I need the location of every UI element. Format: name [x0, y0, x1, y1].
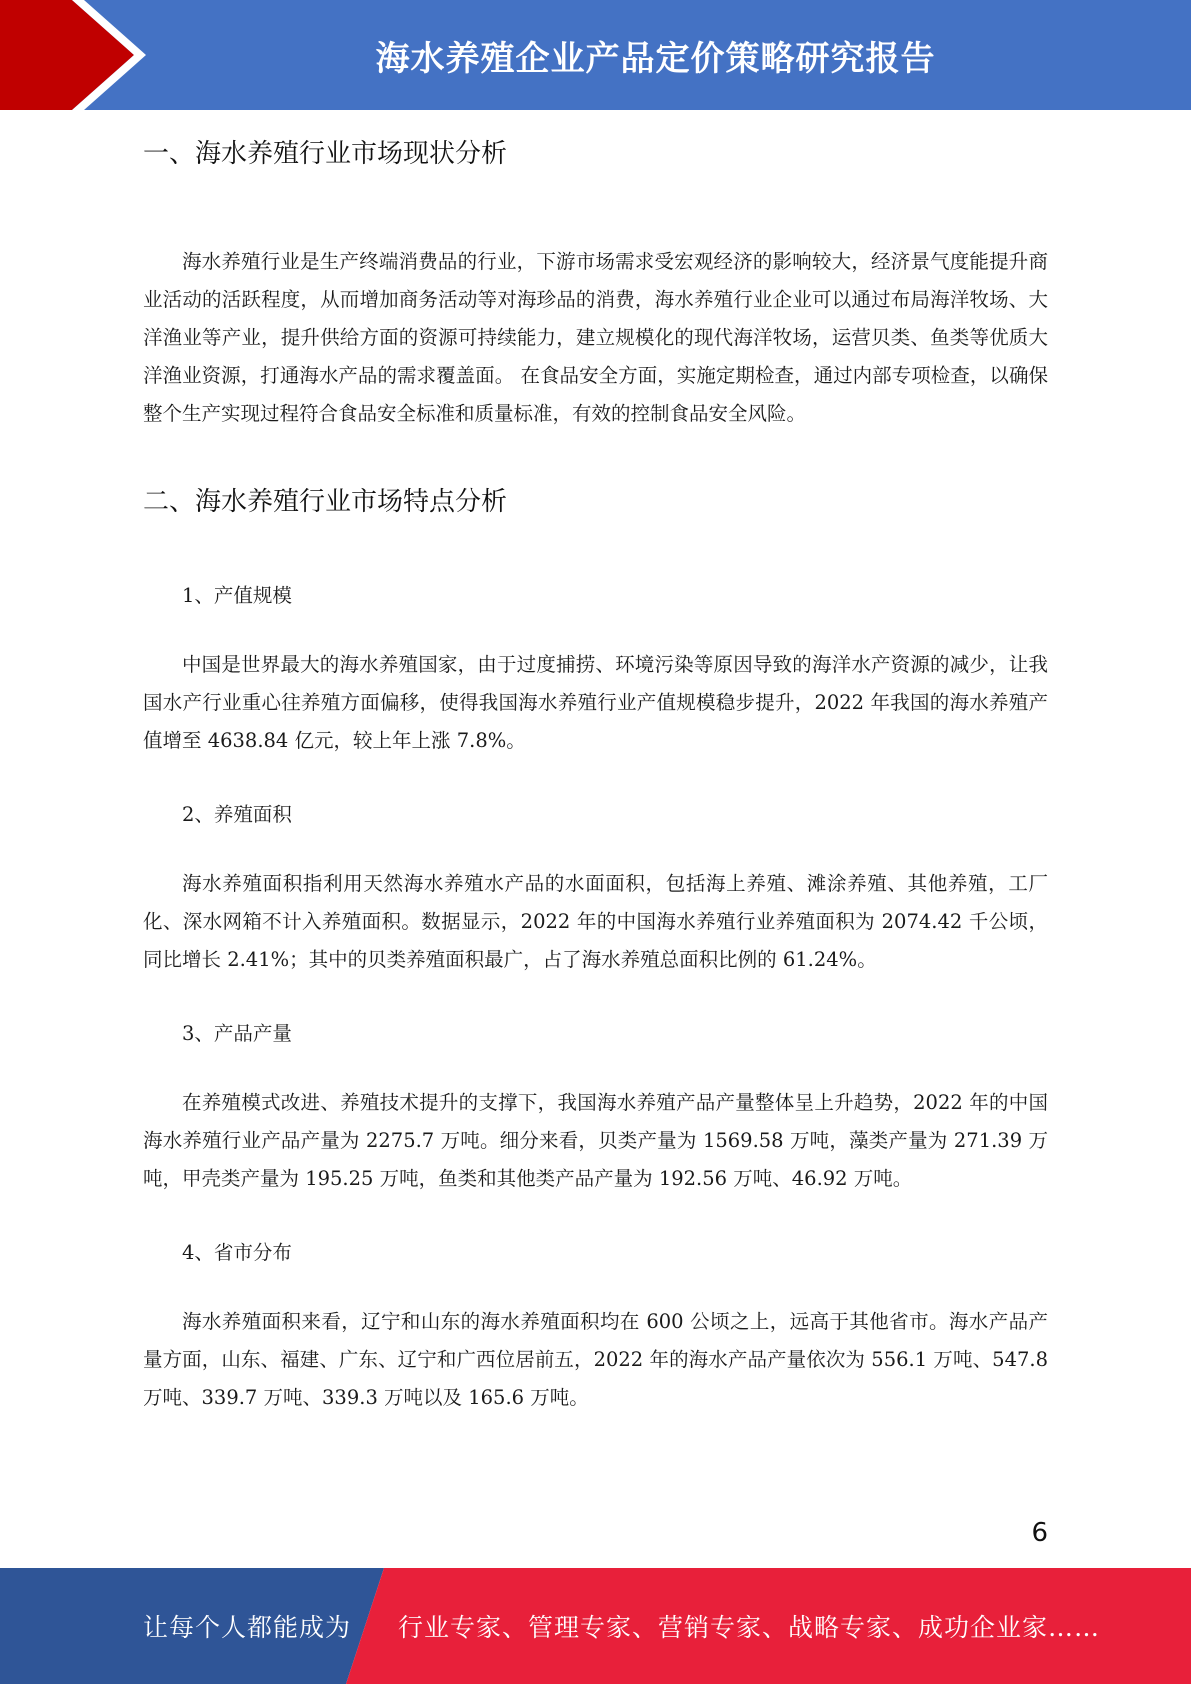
section-title-1: 一、海水养殖行业市场现状分析 [143, 139, 508, 169]
subsection-heading-1: 1、产值规模 [182, 584, 292, 607]
subsection-3-paragraph: 在养殖模式改进、养殖技术提升的支撑下，我国海水养殖产品产量整体呈上升趋势，2022 年的中国海水养殖行业产品产量为 2275.7 万吨。细分来看，贝类产量为 1569.58 万吨，藻类产量为 271.39 万吨，甲壳类产量为 195.25 万吨，鱼类和其他类产品产量为 192.56 万吨、46.92 万吨。 [143, 1091, 1048, 1190]
report-title: 海水养殖企业产品定价策略研究报告 [375, 38, 936, 79]
section-1-paragraph: 海水养殖行业是生产终端消费品的行业，下游市场需求受宏观经济的影响较大，经济景气度能提升商业活动的活跃程度，从而增加商务活动等对海珍品的消费，海水养殖行业企业可以通过布局海洋牧场、大洋渔业等产业，提升供给方面的资源可持续能力，建立规模化的现代海洋牧场，运营贝类、鱼类等优质大洋渔业资源，打通海水产品的需求覆盖面。 在食品安全方面，实施定期检查，通过内部专项检查，以确保整个生产实现过程符合食品安全标准和质量标准，有效的控制食品安全风险。 [143, 250, 1048, 425]
subsection-heading-2: 2、养殖面积 [182, 803, 292, 826]
footer-banner [0, 1568, 1191, 1684]
header-banner [0, 0, 1191, 110]
page-number: 6 [1031, 1518, 1048, 1548]
subsection-heading-3: 3、产品产量 [182, 1022, 292, 1045]
footer-slogan-right: 行业专家、管理专家、营销专家、战略专家、成功企业家…… [398, 1613, 1101, 1642]
subsection-1-paragraph: 中国是世界最大的海水养殖国家，由于过度捕捞、环境污染等原因导致的海洋水产资源的减少，让我国水产行业重心往养殖方面偏移，使得我国海水养殖行业产值规模稳步提升，2022 年我国的海水养殖产值增至 4638.84 亿元，较上年上涨 7.8%。 [143, 653, 1048, 752]
section-title-2: 二、海水养殖行业市场特点分析 [143, 487, 508, 517]
subsection-2-paragraph: 海水养殖面积指利用天然海水养殖水产品的水面面积，包括海上养殖、滩涂养殖、其他养殖，工厂化、深水网箱不计入养殖面积。数据显示，2022 年的中国海水养殖行业养殖面积为 2074.42 千公顷，同比增长 2.41%；其中的贝类养殖面积最广，占了海水养殖总面积比例的 61.24%。 [143, 872, 1048, 971]
report-body [143, 120, 1048, 1417]
subsection-heading-4: 4、省市分布 [182, 1241, 292, 1264]
footer-slogan-left: 让每个人都能成为 [143, 1613, 352, 1642]
subsection-4-paragraph: 海水养殖面积来看，辽宁和山东的海水养殖面积均在 600 公顷之上，远高于其他省市。海水产品产量方面，山东、福建、广东、辽宁和广西位居前五，2022 年的海水产品产量依次为 556.1 万吨、547.8 万吨、339.7 万吨、339.3 万吨以及 165.6 万吨。 [143, 1310, 1048, 1409]
